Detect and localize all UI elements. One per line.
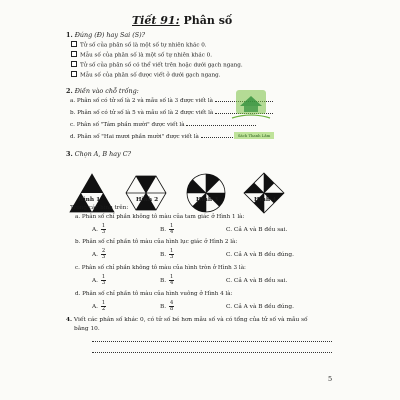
page-title (132, 14, 232, 27)
q3b-option-b[interactable]: B. $\frac{1}{3}$ (160, 248, 174, 261)
publisher-stamp: Sách Thanh Lâm (234, 132, 274, 139)
figure-3-label: Hình 3 (196, 197, 219, 203)
lesson-number: Tiết 91: (132, 14, 180, 27)
publisher-logo-icon (226, 88, 276, 128)
answer-box[interactable] (71, 51, 77, 57)
q3-part-b: b. Phân số chỉ phần tô màu của hình lục giác ở Hình 2 là: (75, 239, 238, 245)
answer-box[interactable] (71, 41, 77, 47)
q1-heading: 1. Đúng (Đ) hay Sai (S)? (66, 31, 146, 39)
q2-item-d: d. Phân số "Hai mươi phần mười" được viết là (70, 134, 259, 141)
q2-item-c: c. Phân số "Tám phần mười" được viết là (70, 122, 256, 129)
q2-item-b: b. Phân số có tử số là 5 và mẫu số là 2 được viết là (70, 110, 273, 117)
q3a-option-a[interactable]: A. $\frac{1}{3}$ (92, 223, 106, 236)
q3c-option-c[interactable]: C. Cả A và B đều sai. (226, 278, 288, 284)
q1-item-3: Tử số của phân số có thể viết trên hoặc dưới gạch ngang. (71, 62, 243, 69)
lesson-topic: Phân số (183, 14, 233, 27)
answer-box[interactable] (71, 61, 77, 67)
q3d-option-c[interactable]: C. Cả A và B đều đúng. (226, 304, 294, 310)
q3c-option-b[interactable]: B. $\frac{1}{4}$ (160, 274, 174, 287)
figure-2-label: Hình 2 (136, 197, 159, 203)
q3d-option-a[interactable]: A. $\frac{1}{2}$ (92, 300, 106, 313)
q3b-option-c[interactable]: C. Cả A và B đều đúng. (226, 252, 294, 258)
figure-2-hexagon (126, 176, 166, 210)
q3-part-a: a. Phân số chỉ phần không tô màu của tam giác ở Hình 1 là: (75, 214, 245, 220)
answer-box[interactable] (71, 71, 77, 77)
q3-intro: Trong các hình trên: (70, 205, 129, 211)
q2-heading: 2. Điền vào chỗ trống: (66, 87, 139, 95)
q3-heading: 3. Chọn A, B hay C? (66, 150, 132, 158)
figure-4-square (244, 173, 284, 213)
q3a-option-b[interactable]: B. $\frac{1}{4}$ (160, 223, 174, 236)
q2-item-a: a. Phân số có tử số là 2 và mẫu số là 3 được viết là (70, 98, 273, 105)
q4-answer-line-2[interactable] (92, 349, 332, 353)
q3d-option-b[interactable]: B. $\frac{4}{8}$ (160, 300, 174, 313)
figure-3-circle (187, 174, 225, 212)
q3c-option-a[interactable]: A. $\frac{1}{3}$ (92, 274, 106, 287)
q1-item-1: Tử số của phân số là một số tự nhiên khác 0. (71, 42, 207, 49)
figure-1-label: Hình 1 (78, 197, 101, 203)
page-number: 5 (328, 375, 333, 383)
figure-4-label: Hình 4 (254, 197, 277, 203)
q4-answer-line-1[interactable] (92, 338, 332, 342)
q3b-option-a[interactable]: A. $\frac{2}{3}$ (92, 248, 106, 261)
q3-part-c: c. Phân số chỉ phần không tô màu của hình tròn ở Hình 3 là: (75, 265, 246, 271)
q4-text-1: 4. Viết các phân số khác 0, có tử số bé hơn mẫu số và có tổng của tử số và mẫu số (66, 317, 308, 323)
q3-part-d: d. Phân số chỉ phần tô màu của hình vuông ở Hình 4 là: (75, 291, 233, 297)
q1-item-4: Mẫu số của phân số được viết ở dưới gạch ngang. (71, 72, 220, 79)
q3a-option-c[interactable]: C. Cả A và B đều sai. (226, 227, 288, 233)
q1-item-2: Mẫu số của phân số là một số tự nhiên khác 0. (71, 52, 212, 59)
q4-text-2: bằng 10. (74, 326, 100, 332)
